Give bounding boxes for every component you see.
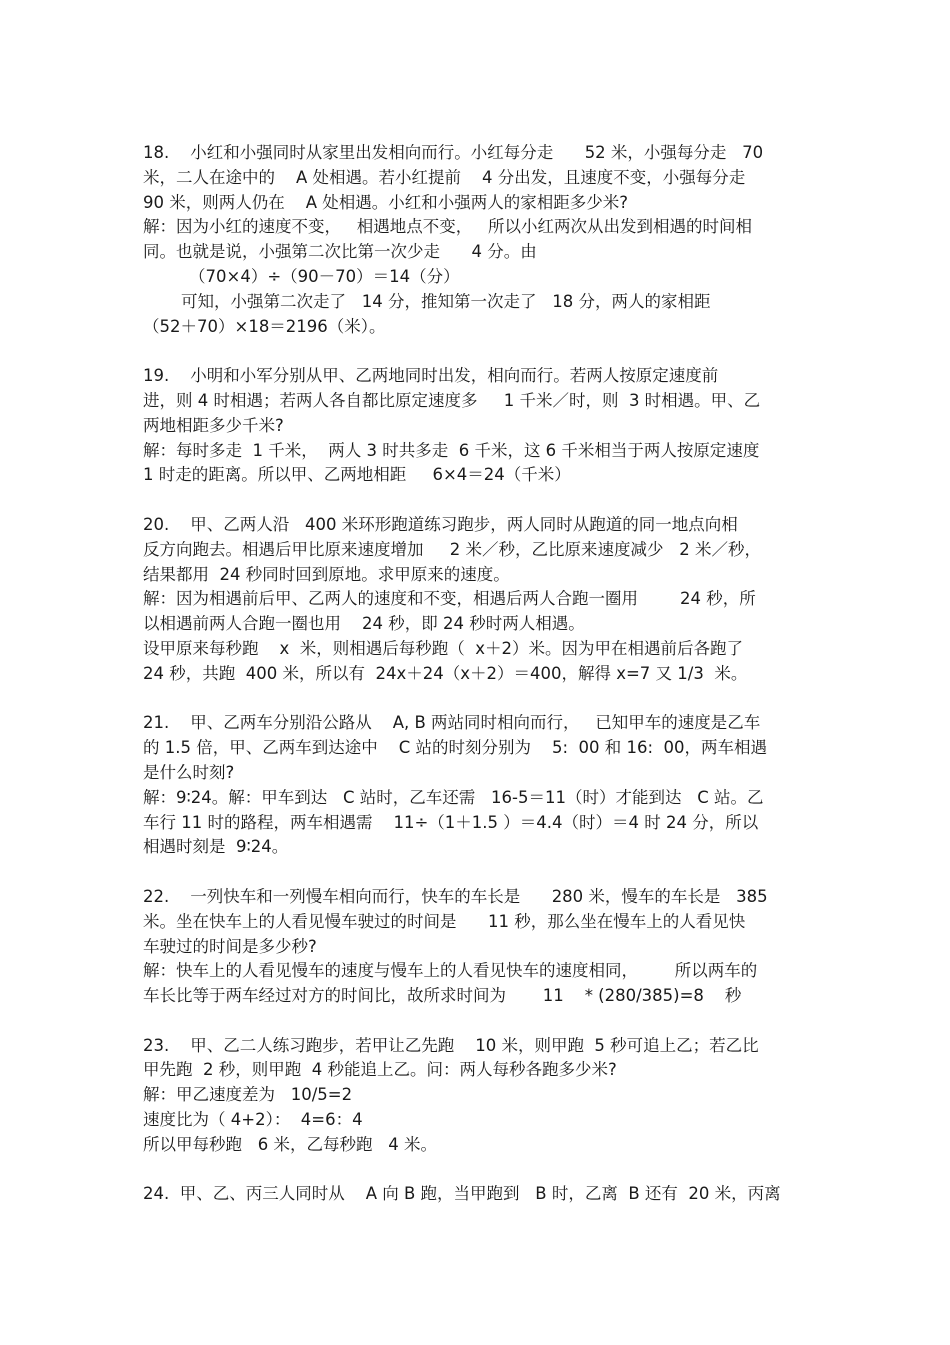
problem-block: [143, 711, 815, 860]
text-line: 进，则 4 时相遇；若两人各自都比原定速度多 1 千米／时，则 3 时相遇。甲、乙: [143, 390, 761, 410]
text-line: 23. 甲、乙二人练习跑步，若甲让乙先跑 10 米，则甲跑 5 秒可追上乙；若乙比: [143, 1035, 759, 1055]
text-line: 反方向跑去。相遇后甲比原来速度增加 2 米／秒，乙比原来速度减少 2 米／秒，: [143, 539, 761, 559]
problem-block: [143, 141, 815, 339]
text-line: 解：每时多走 1 千米， 两人 3 时共多走 6 千米，这 6 千米相当于两人按原定速度: [143, 440, 760, 460]
text-line: 解：甲乙速度差为 10/5=2: [143, 1085, 353, 1105]
problem-block: [143, 1182, 815, 1207]
text-line: 解：9∶24。解：甲车到达 C 站时，乙车还需 16-5＝11（时）才能到达 C 站。乙: [143, 787, 764, 807]
paragraph-gap: [143, 1009, 815, 1034]
text-line: 车长比等于两车经过对方的时间比，故所求时间为 11 * (280/385)=8 秒: [143, 986, 742, 1006]
problem-block: [143, 1034, 815, 1158]
paragraph-gap: [143, 687, 815, 712]
text-line: （70×4）÷（90－70）＝14（分）: [189, 266, 460, 286]
text-line: 车行 11 时的路程，两车相遇需 11÷（1＋1.5 ）＝4.4（时）＝4 时 24 分，所以: [143, 812, 759, 832]
paragraph-gap: [143, 488, 815, 513]
text-line: 解：快车上的人看见慢车的速度与慢车上的人看见快车的速度相同， 所以两车的: [143, 961, 758, 981]
text-line: 24 秒，共跑 400 米，所以有 24x＋24（x＋2）＝400，解得 x=7 又 1/3 米。: [143, 663, 748, 683]
text-line: 同。也就是说，小强第二次比第一次少走 4 分。由: [143, 242, 537, 262]
text-line: 甲先跑 2 秒，则甲跑 4 秒能追上乙。问：两人每秒各跑多少米?: [143, 1060, 617, 1080]
text-line: 20. 甲、乙两人沿 400 米环形跑道练习跑步，两人同时从跑道的同一地点向相: [143, 514, 738, 534]
problem-block: [143, 513, 815, 687]
text-line: 21. 甲、乙两车分别沿公路从 A, B 两站同时相向而行， 已知甲车的速度是乙车: [143, 713, 761, 733]
text-line: 相遇时刻是 9∶24。: [143, 837, 289, 857]
text-line: 米，二人在途中的 A 处相遇。若小红提前 4 分出发，且速度不变，小强每分走: [143, 167, 746, 187]
problem-list: [143, 141, 815, 1207]
text-line: 24. 甲、乙、丙三人同时从 A 向 B 跑，当甲跑到 B 时，乙离 B 还有 20 米，丙离: [143, 1184, 781, 1204]
text-line: 解：因为相遇前后甲、乙两人的速度和不变，相遇后两人合跑一圈用 24 秒，所: [143, 589, 756, 609]
text-line: 22. 一列快车和一列慢车相向而行，快车的车长是 280 米，慢车的车长是 385: [143, 886, 768, 906]
paragraph-gap: [143, 339, 815, 364]
text-line: 所以甲每秒跑 6 米，乙每秒跑 4 米。: [143, 1134, 437, 1154]
text-line: 解：因为小红的速度不变， 相遇地点不变， 所以小红两次从出发到相遇的时间相: [143, 217, 752, 237]
text-line: 速度比为（ 4+2）： 4=6：4: [143, 1110, 363, 1130]
text-line: 是什么时刻?: [143, 762, 235, 782]
problem-block: [143, 885, 815, 1009]
problem-block: [143, 364, 815, 488]
paragraph-gap: [143, 1158, 815, 1183]
text-line: 设甲原来每秒跑 x 米，则相遇后每秒跑（ x＋2）米。因为甲在相遇前后各跑了: [143, 638, 743, 658]
text-line: 两地相距多少千米?: [143, 415, 284, 435]
text-line: 18. 小红和小强同时从家里出发相向而行。小红每分走 52 米，小强每分走 70: [143, 143, 764, 162]
text-line: 1 时走的距离。所以甲、乙两地相距 6×4＝24（千米）: [143, 465, 571, 485]
text-line: 19. 小明和小军分别从甲、乙两地同时出发，相向而行。若两人按原定速度前: [143, 366, 719, 386]
text-line: 结果都用 24 秒同时回到原地。求甲原来的速度。: [143, 564, 510, 584]
text-line: 可知，小强第二次走了 14 分，推知第一次走了 18 分，两人的家相距: [181, 291, 711, 311]
text-line: 米。坐在快车上的人看见慢车驶过的时间是 11 秒，那么坐在慢车上的人看见快: [143, 911, 746, 931]
paragraph-gap: [143, 860, 815, 885]
text-line: 的 1.5 倍，甲、乙两车到达途中 C 站的时刻分别为 5: 00 和 16: 00，两车相遇: [143, 738, 768, 758]
text-line: 90 米，则两人仍在 A 处相遇。小红和小强两人的家相距多少米?: [143, 192, 629, 212]
text-line: （52＋70）×18＝2196（米）。: [143, 316, 386, 336]
text-line: 车驶过的时间是多少秒?: [143, 936, 317, 956]
text-line: 以相遇前两人合跑一圈也用 24 秒，即 24 秒时两人相遇。: [143, 614, 585, 634]
